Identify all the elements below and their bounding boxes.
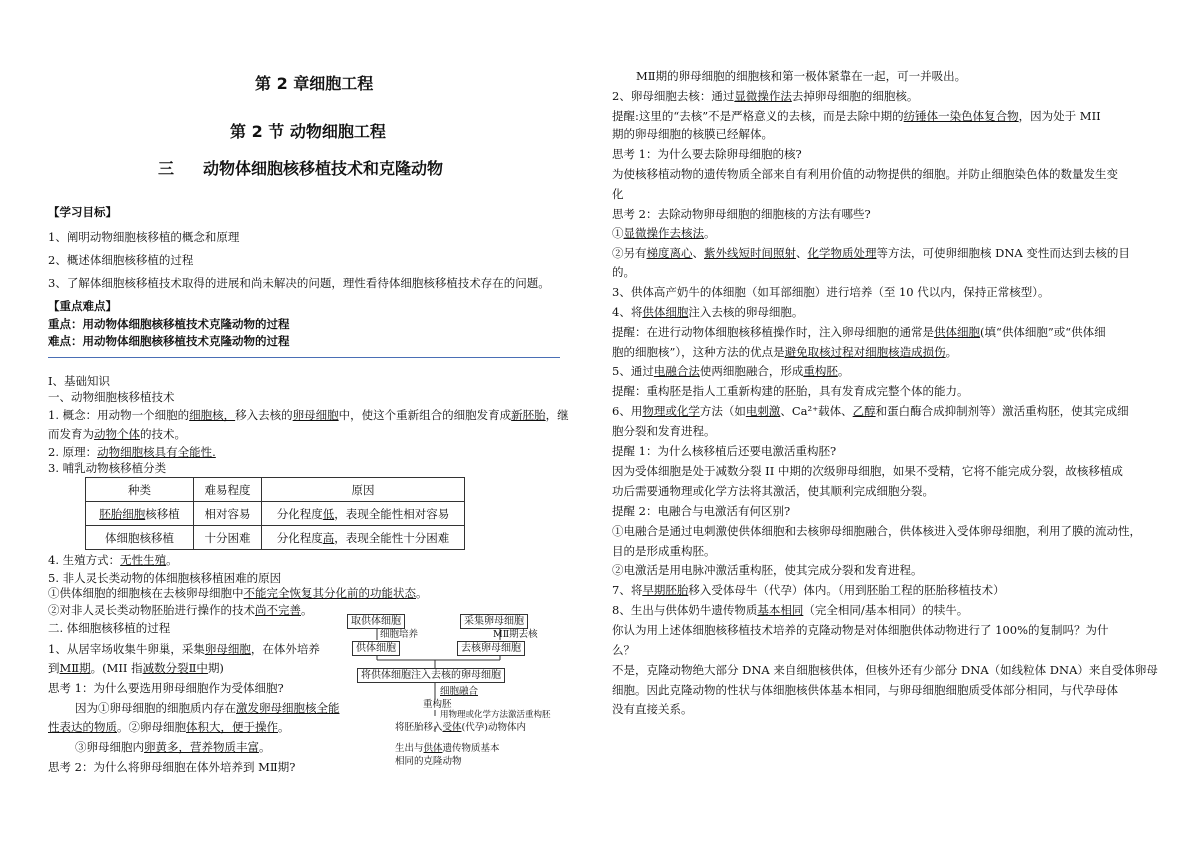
chapter-title: 第 2 章细胞工程: [255, 74, 374, 93]
topic-number: 三: [158, 159, 175, 178]
paragraph-line: 提醒：在进行动物体细胞核移植操作时，注入卵母细胞的通常是供体细胞(填“供体细胞”或“供体细: [612, 325, 1106, 339]
flow-label: 将胚胎移入受体(代孕)动物体内: [395, 722, 526, 733]
paragraph-line: 6、用物理或化学方法（如电刺激、Ca²⁺载体、乙醇和蛋白酶合成抑制剂等）激活重构胚，使其完成细: [612, 404, 1129, 418]
section-heading: 二. 体细胞核移植的过程: [48, 621, 171, 635]
paragraph-line: ①电融合是通过电刺激使供体细胞和去核卵母细胞融合，供体核进入受体卵母细胞，利用了膜的流动性，: [612, 524, 1141, 538]
topic-title: 动物体细胞核移植技术和克隆动物: [203, 159, 444, 178]
paragraph-line: 2、卵母细胞去核：通过显微操作法去掉卵母细胞的细胞核。: [612, 89, 919, 103]
principle-line: 2. 原理：动物细胞核具有全能性.: [48, 445, 216, 459]
question: 思考 2：为什么将卵母细胞在体外培养到 MⅡ期?: [48, 760, 296, 774]
table-row: [86, 526, 465, 550]
question: 提醒 2：电融合与电激活有何区别?: [612, 504, 791, 518]
paragraph-line: ②电激活是用电脉冲激活重构胚，使其完成分裂和发育进程。: [612, 563, 923, 577]
goal-item: 3、了解体细胞核移植技术取得的进展和尚未解决的问题，理性看待体细胞核移植技术存在的问题。: [48, 276, 550, 290]
flow-label: 用物理或化学方法激活重构胚: [440, 710, 551, 720]
question: 提醒 1：为什么核移植后还要电激活重构胚?: [612, 444, 837, 458]
table-header: 种类: [86, 478, 194, 502]
table-header-row: [86, 478, 465, 502]
repro-line: 4. 生殖方式：无性生殖。: [48, 553, 178, 567]
difficulty-item: ①供体细胞的细胞核在去核卵母细胞中不能完全恢复其分化前的功能状态。: [48, 586, 428, 600]
paragraph-line: 胞的细胞核”），这种方法的优点是避免取核过程对细胞核造成损伤。: [612, 345, 958, 359]
flow-label: 细胞培养: [380, 629, 419, 640]
table-cell: 体细胞核移植: [86, 526, 194, 550]
table-cell: 十分困难: [194, 526, 262, 550]
paragraph-line: 8、生出与供体奶牛遗传物质基本相同（完全相同/基本相同）的犊牛。: [612, 603, 969, 617]
paragraph-line: 提醒:这里的“去核”不是严格意义的去核，而是去除中期的纺锤体一染色体复合物，因为处于 MII: [612, 109, 1101, 123]
table-cell: 相对容易: [194, 502, 262, 526]
key-heading: 【重点难点】: [48, 299, 117, 313]
basics-heading: Ⅰ、基础知识: [48, 374, 111, 388]
flow-result: 生出与供体遗传物质基本: [395, 743, 500, 754]
question: 思考 2：去除动物卵母细胞的细胞核的方法有哪些?: [612, 207, 871, 221]
paragraph-line: 细胞。因此克隆动物的性状与体细胞核供体基本相同，与卵母细胞细胞质受体部分相同，与代孕母体: [612, 683, 1118, 697]
flow-label: 细胞融合: [440, 686, 479, 697]
flow-box-collect: 采集卵母细胞: [460, 614, 528, 629]
paragraph-line: 提醒：重构胚是指人工重新构建的胚胎，具有发育成完整个体的能力。: [612, 384, 969, 398]
paragraph-line: 功后需要通物理或化学方法将其激活，使其顺利完成细胞分裂。: [612, 484, 934, 498]
paragraph-line: 3、供体高产奶牛的体细胞（如耳部细胞）进行培养（至 10 代以内，保持正常核型）。: [612, 285, 1050, 299]
paragraph-line: 4、将供体细胞注入去核的卵母细胞。: [612, 305, 804, 319]
mammal-heading: 3. 哺乳动物核移植分类: [48, 461, 167, 475]
paragraph-line: 目的是形成重构胚。: [612, 544, 716, 558]
table-cell: 分化程度高，表现全能性十分困难: [262, 526, 465, 550]
process-line: 1、从居宰场收集牛卵巢，采集卵母细胞，在体外培养: [48, 642, 320, 656]
goal-item: 2、概述体细胞核移植的过程: [48, 253, 194, 267]
answer-line: ③卵母细胞内卵黄多，营养物质丰富。: [75, 740, 271, 754]
goal-item: 1、阐明动物细胞核移植的概念和原理: [48, 230, 240, 244]
divider: [48, 357, 560, 358]
answer-line: 性表达的物质。②卵母细胞体积大，便于操作。: [48, 720, 290, 734]
section-heading: 一、动物细胞核移植技术: [48, 390, 175, 404]
question: 思考 1：为什么要选用卵母细胞作为受体细胞?: [48, 681, 284, 695]
flow-box-inject: 将供体细胞注入去核的卵母细胞: [357, 668, 505, 683]
paragraph-line: 因为受体细胞是处于减数分裂 II 中期的次级卵母细胞，如果不受精，它将不能完成分裂，故核移植成: [612, 464, 1123, 478]
answer-line: 因为①卵母细胞的细胞质内存在激发卵母细胞核全能: [75, 701, 340, 715]
flow-label: MⅡ期去核: [493, 629, 538, 640]
question: 么？: [612, 643, 635, 657]
paragraph-line: 化: [612, 187, 624, 201]
key-point: 重点：用动物体细胞核移植技术克隆动物的过程: [48, 317, 290, 331]
paragraph-line: 7、将早期胚胎移入受体母牛（代孕）体内。（用到胚胎工程的胚胎移植技术）: [612, 583, 1005, 597]
table-row: [86, 502, 465, 526]
paragraph-line: 胞分裂和发育进程。: [612, 424, 716, 438]
paragraph-line: MⅡ期的卵母细胞的细胞核和第一极体紧靠在一起，可一并吸出。: [636, 69, 967, 83]
paragraph-line: 的。: [612, 265, 635, 279]
difficulty-item: ②对非人灵长类动物胚胎进行操作的技术尚不完善。: [48, 603, 313, 617]
question: 你认为用上述体细胞核移植技术培养的克隆动物是对体细胞供体动物进行了 100%的复制吗？为什: [612, 623, 1109, 637]
concept-line: 而发育为动物个体的技术。: [48, 427, 186, 441]
paragraph-line: 没有直接关系。: [612, 702, 693, 716]
table-cell: 胚胎细胞核移植: [86, 502, 194, 526]
section-title: 第 2 节 动物细胞工程: [230, 122, 386, 141]
transfer-table: [85, 477, 465, 550]
goals-heading: 【学习目标】: [48, 205, 117, 219]
flow-result: 相同的克隆动物: [395, 756, 462, 767]
flow-box-enucleated: 去核卵母细胞: [457, 641, 525, 656]
process-line: 到MⅡ期。(MII 指减数分裂Ⅱ中期): [48, 661, 224, 675]
flow-box-donor: 取供体细胞: [347, 614, 405, 629]
concept-line: 1. 概念：用动物一个细胞的细胞核，移入去核的卵母细胞中，使这个重新组合的细胞发育成新胚胎，继: [48, 408, 569, 422]
paragraph-line: 为使核移植动物的遗传物质全部来自有利用价值的动物提供的细胞。并防止细胞染色体的数量发生变: [612, 167, 1118, 181]
paragraph-line: ②另有梯度离心、紫外线短时间照射、化学物质处理等方法，可使卵细胞核 DNA 变性而达到去核的目: [612, 246, 1130, 260]
paragraph-line: ①显微操作去核法。: [612, 226, 716, 240]
difficult-point: 难点：用动物体细胞核移植技术克隆动物的过程: [48, 334, 290, 348]
question: 思考 1：为什么要去除卵母细胞的核?: [612, 147, 802, 161]
flow-box-donor-cell: 供体细胞: [352, 641, 400, 656]
paragraph-line: 期的卵母细胞的核膜已经解体。: [612, 127, 773, 141]
difficulty-heading: 5. 非人灵长类动物的体细胞核移植困难的原因: [48, 571, 282, 585]
table-header: 原因: [262, 478, 465, 502]
flow-label-recon: 重构胚: [423, 699, 452, 710]
paragraph-line: 5、通过电融合法使两细胞融合，形成重构胚。: [612, 364, 850, 378]
paragraph-line: 不是，克隆动物绝大部分 DNA 来自细胞核供体，但核外还有少部分 DNA（如线粒体 DNA）来自受体卵母: [612, 663, 1158, 677]
table-cell: 分化程度低，表现全能性相对容易: [262, 502, 465, 526]
table-header: 难易程度: [194, 478, 262, 502]
